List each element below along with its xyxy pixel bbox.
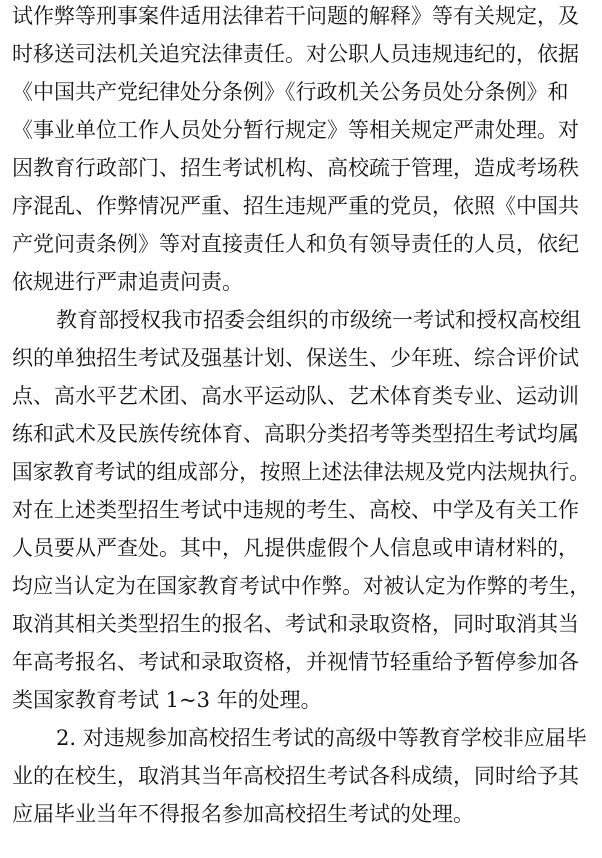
text-line: 产党问责条例》等对直接责任人和负有领导责任的人员，依纪: [12, 232, 579, 256]
text-line: 业的在校生，取消其当年高校招生考试各科成绩，同时给予其: [12, 764, 579, 788]
numbered-item-first-line: 2. 对违规参加高校招生考试的高级中等教育学校非应届毕: [56, 726, 587, 750]
text-line: 应届毕业当年不得报名参加高校招生考试的处理。: [12, 802, 474, 826]
text-line: 因教育行政部门、招生考试机构、高校疏于管理，造成考场秩: [12, 156, 579, 180]
text-line: 织的单独招生考试及强基计划、保送生、少年班、综合评价试: [12, 346, 579, 370]
text-line: 类国家教育考试 1~3 年的处理。: [12, 688, 322, 712]
text-line: 对在上述类型招生考试中违规的考生、高校、中学及有关工作: [12, 498, 579, 522]
text-line: 试作弊等刑事案件适用法律若干问题的解释》等有关规定，及: [12, 4, 579, 28]
text-line: 练和武术及民族传统体育、高职分类招考等类型招生考试均属: [12, 422, 579, 446]
text-line: 均应当认定为在国家教育考试中作弊。对被认定为作弊的考生，: [12, 574, 590, 598]
text-line: 序混乱、作弊情况严重、招生违规严重的党员，依照《中国共: [12, 194, 579, 218]
text-line: 年高考报名、考试和录取资格，并视情节轻重给予暂停参加各: [12, 650, 579, 674]
paragraph-first-line: 教育部授权我市招委会组织的市级统一考试和授权高校组: [56, 308, 581, 332]
text-line: 点、高水平艺术团、高水平运动队、艺术体育类专业、运动训: [12, 384, 579, 408]
text-line: 《中国共产党纪律处分条例》《行政机关公务员处分条例》和: [12, 80, 569, 104]
text-line: 依规进行严肃追责问责。: [12, 270, 243, 294]
text-line: 人员要从严查处。其中，凡提供虚假个人信息或申请材料的，: [12, 536, 579, 560]
text-line: 《事业单位工作人员处分暂行规定》等相关规定严肃处理。对: [12, 118, 579, 142]
text-line: 时移送司法机关追究法律责任。对公职人员违规违纪的，依据: [12, 42, 579, 66]
text-line: 取消其相关类型招生的报名、考试和录取资格，同时取消其当: [12, 612, 579, 636]
text-line: 国家教育考试的组成部分，按照上述法律法规及党内法规执行。: [12, 460, 590, 484]
